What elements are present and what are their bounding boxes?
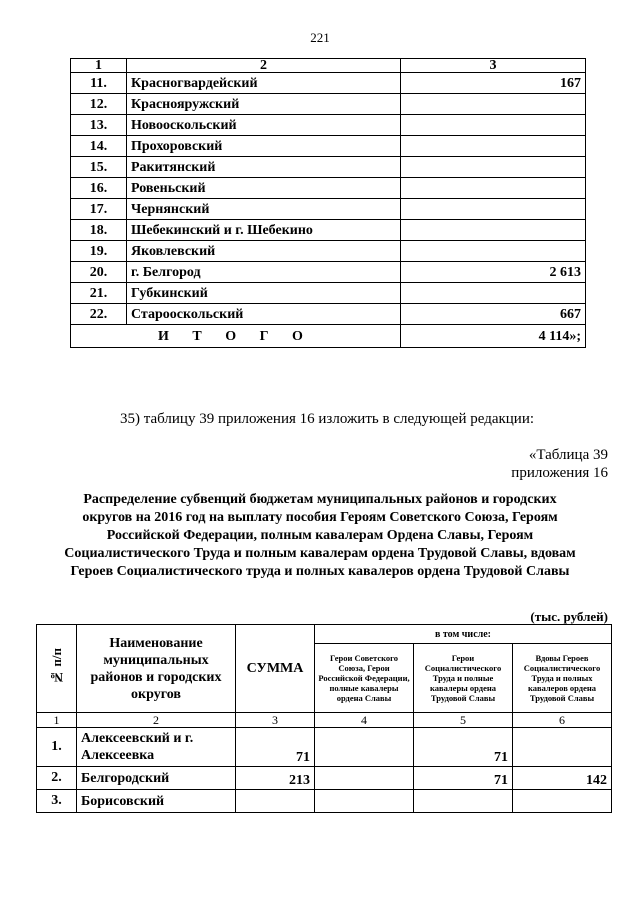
page-number: 221 <box>310 30 330 45</box>
row-sum <box>236 790 315 813</box>
header-sub-cell: Вдовы Героев Социалистического Труда и полных кавалеров ордена Трудовой Славы <box>513 644 612 713</box>
header-number-label: № п/п <box>48 647 64 685</box>
row-number: 17. <box>71 199 127 220</box>
column-number: 3 <box>236 713 315 728</box>
row-value <box>401 157 586 178</box>
column-number: 1 <box>37 713 77 728</box>
row-name: Алексеевский и г. Алексеевка <box>77 728 236 767</box>
table-row <box>71 178 586 199</box>
row-col5: 71 <box>414 728 513 767</box>
row-name: Яковлевский <box>127 241 401 262</box>
row-col6 <box>513 790 612 813</box>
row-number: 15. <box>71 157 127 178</box>
row-number: 22. <box>71 304 127 325</box>
row-col6 <box>513 728 612 767</box>
header-including-cell: в том числе: <box>315 625 612 644</box>
row-name: Ракитянский <box>127 157 401 178</box>
table-header-row <box>71 59 586 73</box>
header-sum-cell: СУММА <box>236 625 315 713</box>
row-value: 2 613 <box>401 262 586 283</box>
table-row <box>71 136 586 157</box>
table-header-row <box>37 625 612 644</box>
row-number: 3. <box>37 790 77 813</box>
row-name: г. Белгород <box>127 262 401 283</box>
row-col4 <box>315 790 414 813</box>
table-row <box>71 94 586 115</box>
units-label: (тыс. рублей) <box>530 609 608 624</box>
row-name: Чернянский <box>127 199 401 220</box>
row-name: Прохоровский <box>127 136 401 157</box>
row-sum: 213 <box>236 767 315 790</box>
header-cell: 1 <box>71 59 127 73</box>
table-row <box>71 283 586 304</box>
row-name: Красногвардейский <box>127 73 401 94</box>
row-number: 19. <box>71 241 127 262</box>
column-number: 5 <box>414 713 513 728</box>
row-value: 167 <box>401 73 586 94</box>
subventions-table <box>36 624 612 813</box>
table-row <box>71 262 586 283</box>
header-sub-cell: Герои Советского Союза, Герои Российской Федерации, полные кавалеры ордена Славы <box>315 644 414 713</box>
row-sum: 71 <box>236 728 315 767</box>
row-number: 12. <box>71 94 127 115</box>
total-value: 4 114»; <box>401 325 586 348</box>
row-number: 2. <box>37 767 77 790</box>
row-value <box>401 94 586 115</box>
row-col4 <box>315 728 414 767</box>
districts-table-continued <box>70 58 586 348</box>
table-title: Распределение субвенций бюджетам муниципальных районов и городских округов на 2016 год на выплату пособия Героям Советского Союза, Героям Российской Федерации, полным кавалерам Ордена Славы, Героям Социалистического Труда и полным кавалерам ордена Трудовой Славы, вдовам Героев Социалистического труда и полных кавалеров ордена Трудовой Славы <box>64 492 576 579</box>
table-reference <box>511 446 608 482</box>
table-row <box>71 220 586 241</box>
header-name-cell: Наименование муниципальных районов и городских округов <box>77 625 236 713</box>
row-value <box>401 136 586 157</box>
row-col6: 142 <box>513 767 612 790</box>
appendix-reference-line: приложения 16 <box>511 465 608 481</box>
column-number: 4 <box>315 713 414 728</box>
row-value <box>401 199 586 220</box>
table-row <box>37 767 612 790</box>
row-number: 18. <box>71 220 127 241</box>
table-row <box>37 728 612 767</box>
table-row <box>71 304 586 325</box>
row-name: Краснояружский <box>127 94 401 115</box>
row-value <box>401 115 586 136</box>
row-col5: 71 <box>414 767 513 790</box>
table-reference-line: «Таблица 39 <box>528 447 608 463</box>
row-value <box>401 283 586 304</box>
header-sub-cell: Герои Социалистического Труда и полные кавалеры ордена Трудовой Славы <box>414 644 513 713</box>
header-number-cell <box>37 625 77 713</box>
table-row <box>71 157 586 178</box>
row-number: 20. <box>71 262 127 283</box>
column-number: 6 <box>513 713 612 728</box>
row-number: 14. <box>71 136 127 157</box>
row-number: 21. <box>71 283 127 304</box>
row-number: 16. <box>71 178 127 199</box>
total-row <box>71 325 586 348</box>
row-value <box>401 220 586 241</box>
row-name: Новооскольский <box>127 115 401 136</box>
table-row <box>71 199 586 220</box>
amendment-paragraph: 35) таблицу 39 приложения 16 изложить в следующей редакции: <box>120 411 535 427</box>
column-numbers-row <box>37 713 612 728</box>
row-name: Борисовский <box>77 790 236 813</box>
table-row <box>71 241 586 262</box>
header-cell: 3 <box>401 59 586 73</box>
row-name: Шебекинский и г. Шебекино <box>127 220 401 241</box>
row-number: 13. <box>71 115 127 136</box>
header-cell: 2 <box>127 59 401 73</box>
row-number: 11. <box>71 73 127 94</box>
table-row <box>71 115 586 136</box>
total-label: И Т О Г О <box>71 325 401 348</box>
row-col5 <box>414 790 513 813</box>
table-row <box>71 73 586 94</box>
row-number: 1. <box>37 728 77 767</box>
row-value <box>401 178 586 199</box>
row-col4 <box>315 767 414 790</box>
row-name: Белгородский <box>77 767 236 790</box>
table-row <box>37 790 612 813</box>
row-name: Ровеньский <box>127 178 401 199</box>
column-number: 2 <box>77 713 236 728</box>
row-value <box>401 241 586 262</box>
row-name: Губкинский <box>127 283 401 304</box>
row-value: 667 <box>401 304 586 325</box>
row-name: Старооскольский <box>127 304 401 325</box>
